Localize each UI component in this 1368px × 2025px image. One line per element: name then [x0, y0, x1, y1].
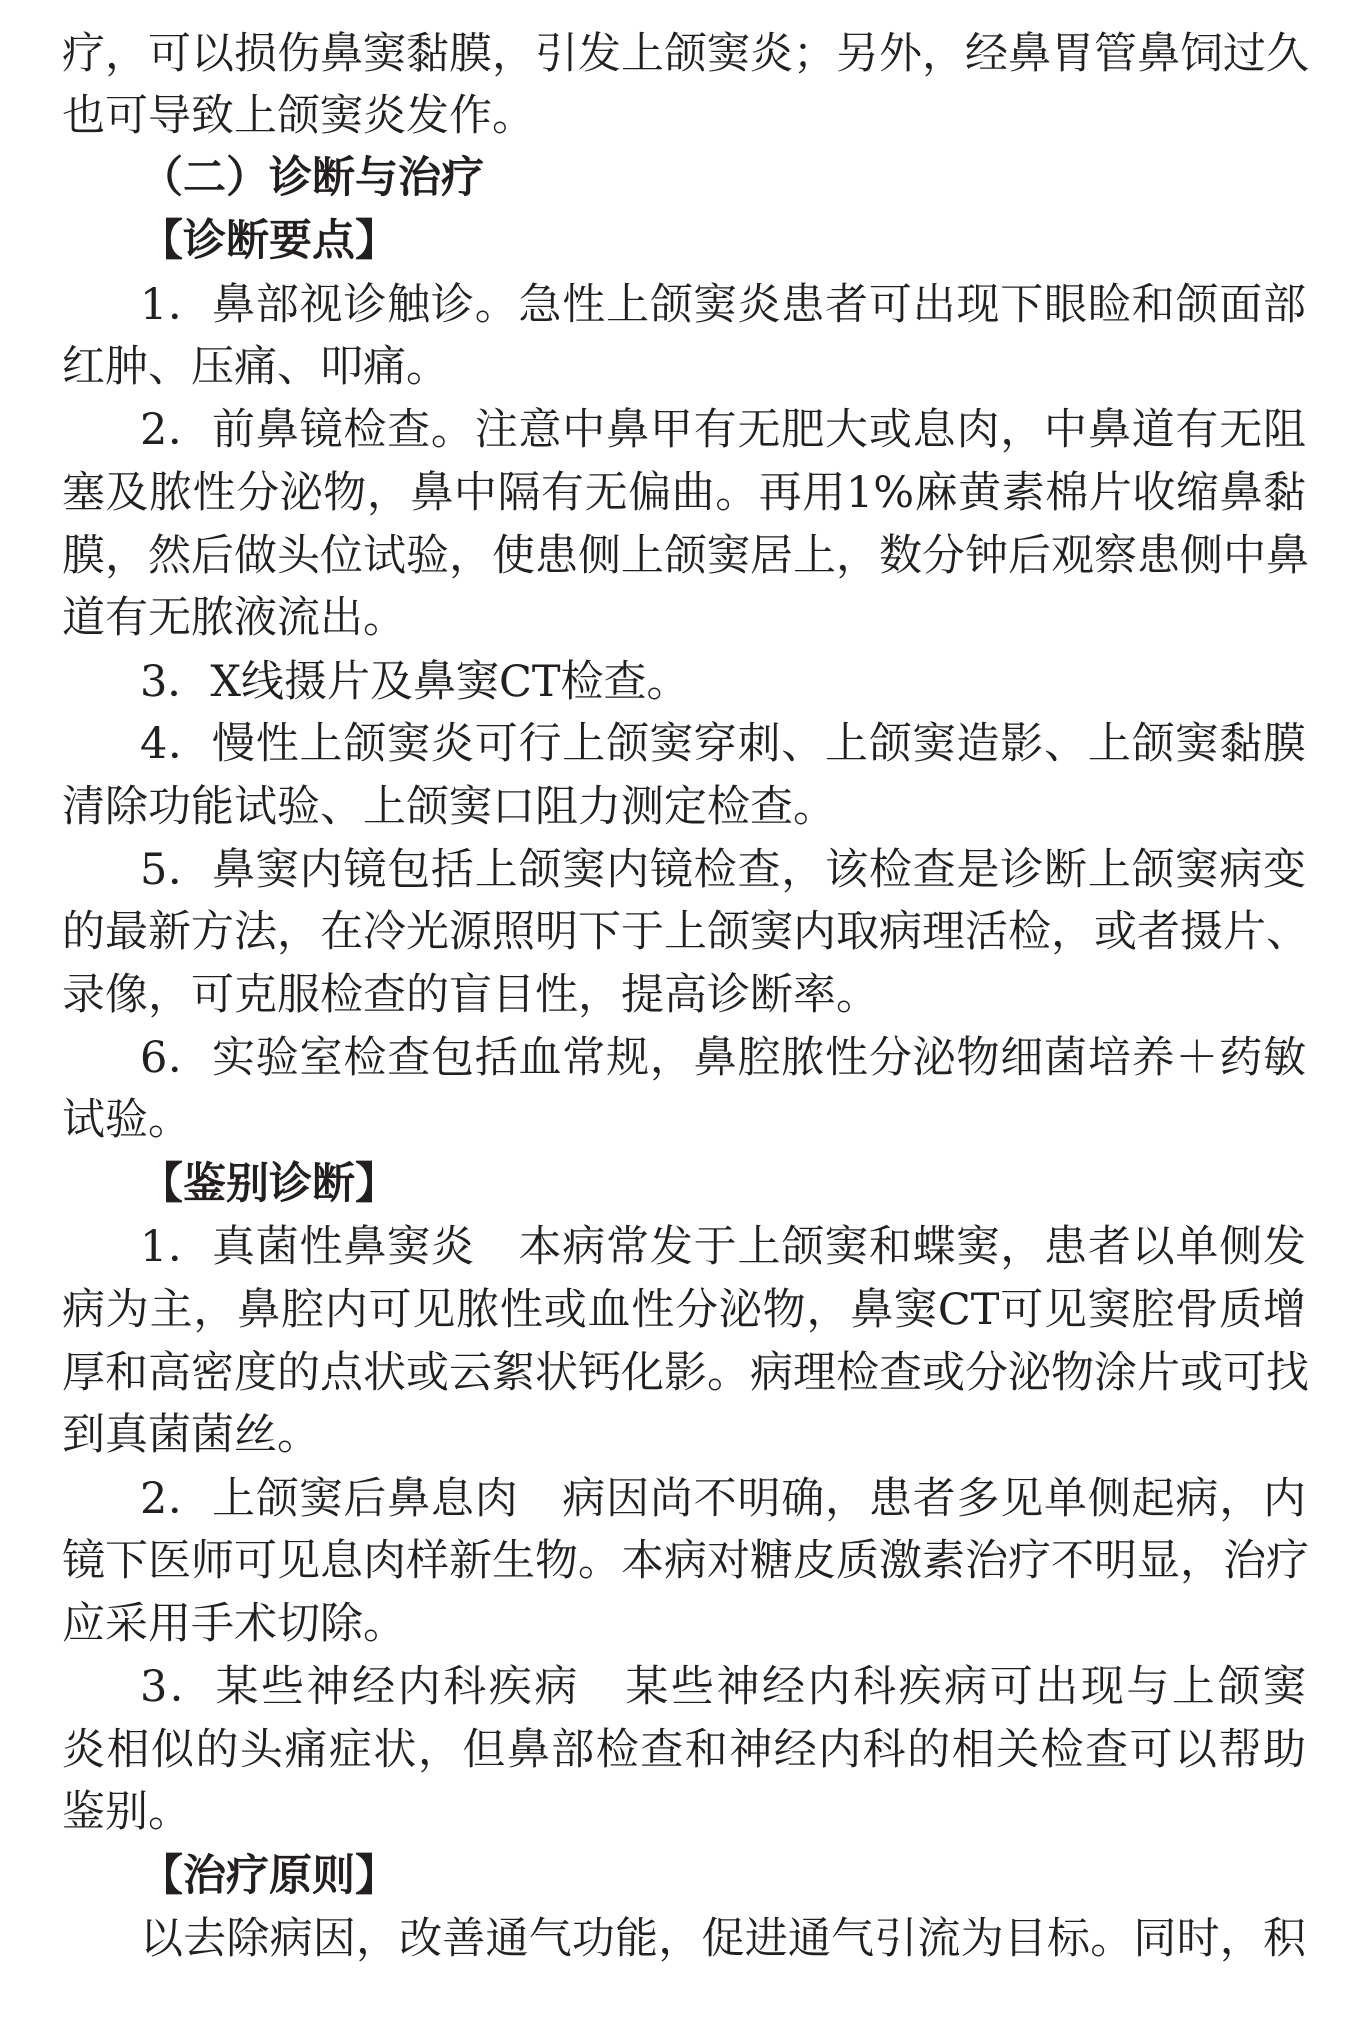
text-line: 录像，可克服检查的盲目性，提高诊断率。: [62, 970, 879, 1020]
text-line: 镜下医师可见息肉样新生物。本病对糖皮质激素治疗不明显，治疗: [62, 1536, 1309, 1586]
text-line: 膜，然后做头位试验，使患侧上颌窦居上，数分钟后观察患侧中鼻: [62, 531, 1309, 581]
text-line: 疗，可以损伤鼻窦黏膜，引发上颌窦炎；另外，经鼻胃管鼻饲过久: [62, 29, 1309, 79]
text-line: 以去除病因，改善通气功能，促进通气引流为目标。同时，积: [140, 1914, 1306, 1964]
text-line: 的最新方法，在冷光源照明下于上颌窦内取病理活检，或者摄片、: [62, 907, 1309, 957]
section-heading: 【诊断要点】: [140, 216, 398, 266]
text-line: 塞及脓性分泌物，鼻中隔有无偏曲。再用1%麻黄素棉片收缩鼻黏: [62, 468, 1306, 518]
text-line: 到真菌菌丝。: [62, 1410, 320, 1460]
text-line: 应采用手术切除。: [62, 1599, 406, 1649]
text-line: 病为主，鼻腔内可见脓性或血性分泌物，鼻窦CT可见窦腔骨质增: [62, 1285, 1306, 1335]
text-line: 5．鼻窦内镜包括上颌窦内镜检查，该检查是诊断上颌窦病变: [140, 845, 1306, 895]
text-line: 3．某些神经内科疾病 某些神经内科疾病可出现与上颌窦: [140, 1662, 1306, 1712]
section-heading: （二）诊断与治疗: [140, 153, 484, 203]
text-line: 6．实验室检查包括血常规，鼻腔脓性分泌物细菌培养＋药敏: [140, 1033, 1306, 1083]
text-line: 4．慢性上颌窦炎可行上颌窦穿刺、上颌窦造影、上颌窦黏膜: [140, 719, 1306, 769]
text-line: 厚和高密度的点状或云絮状钙化影。病理检查或分泌物涂片或可找: [62, 1348, 1309, 1398]
text-line: 鉴别。: [62, 1787, 191, 1837]
section-heading: 【鉴别诊断】: [140, 1159, 398, 1209]
text-line: 1．鼻部视诊触诊。急性上颌窦炎患者可出现下眼睑和颌面部: [140, 280, 1306, 330]
text-line: 2．前鼻镜检查。注意中鼻甲有无肥大或息肉，中鼻道有无阻: [140, 405, 1306, 455]
text-line: 道有无脓液流出。: [62, 593, 406, 643]
text-line: 1．真菌性鼻窦炎 本病常发于上颌窦和蝶窦，患者以单侧发: [140, 1222, 1306, 1272]
text-line: 清除功能试验、上颌窦口阻力测定检查。: [62, 782, 836, 832]
text-line: 也可导致上颌窦炎发作。: [62, 91, 535, 141]
text-line: 炎相似的头痛症状，但鼻部检查和神经内科的相关检查可以帮助: [62, 1725, 1306, 1775]
text-line: 试验。: [62, 1095, 191, 1145]
text-line: 红肿、压痛、叩痛。: [62, 342, 449, 392]
text-line: 3．X线摄片及鼻窦CT检查。: [140, 657, 690, 707]
text-line: 2．上颌窦后鼻息肉 病因尚不明确，患者多见单侧起病，内: [140, 1474, 1306, 1524]
section-heading: 【治疗原则】: [140, 1851, 398, 1901]
